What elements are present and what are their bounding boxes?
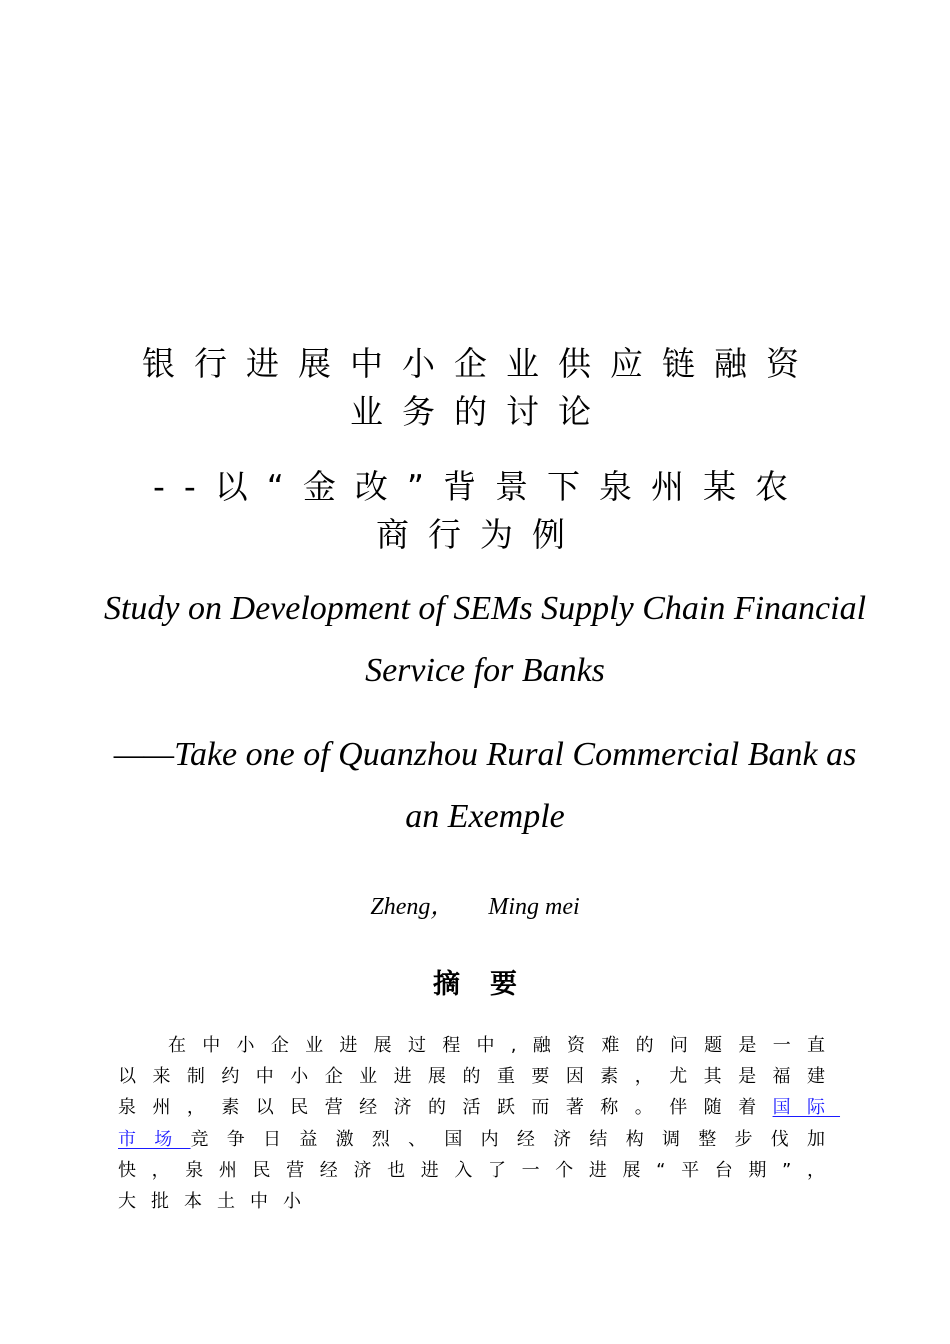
abstract-text-end: 竞争日益激烈、国内经济结构调整步伐加快，泉州民营经济也进入了一个进展“平台期”，大批本土中小 — [118, 1128, 841, 1213]
english-subtitle: ——Take one of Quanzhou Rural Commercial Bank as an Exemple — [113, 736, 857, 835]
english-title: Study on Development of SEMs Supply Chain Financial Service for Banks — [103, 590, 867, 689]
author-line — [0, 886, 950, 921]
international-market-link[interactable]: 国际市场 — [118, 1097, 841, 1150]
abstract-text-start: 在中小企业进展过程中,融资难的问题是一直以来制约中小企业进展的重要因素，尤其是福建泉州，素以民营经济的活跃而著称。伴随着 — [118, 1035, 840, 1119]
chinese-title: 银行进展中小企业供应链融资业务的讨论 — [142, 344, 818, 431]
chinese-subtitle: --以“金改”背景下泉州某农商行为例 — [152, 467, 807, 554]
author-surname: Zheng， — [370, 894, 455, 920]
abstract-heading: 摘要 — [433, 969, 547, 1000]
author-given-name: Ming mei — [488, 894, 580, 920]
abstract-paragraph — [118, 1030, 840, 1217]
